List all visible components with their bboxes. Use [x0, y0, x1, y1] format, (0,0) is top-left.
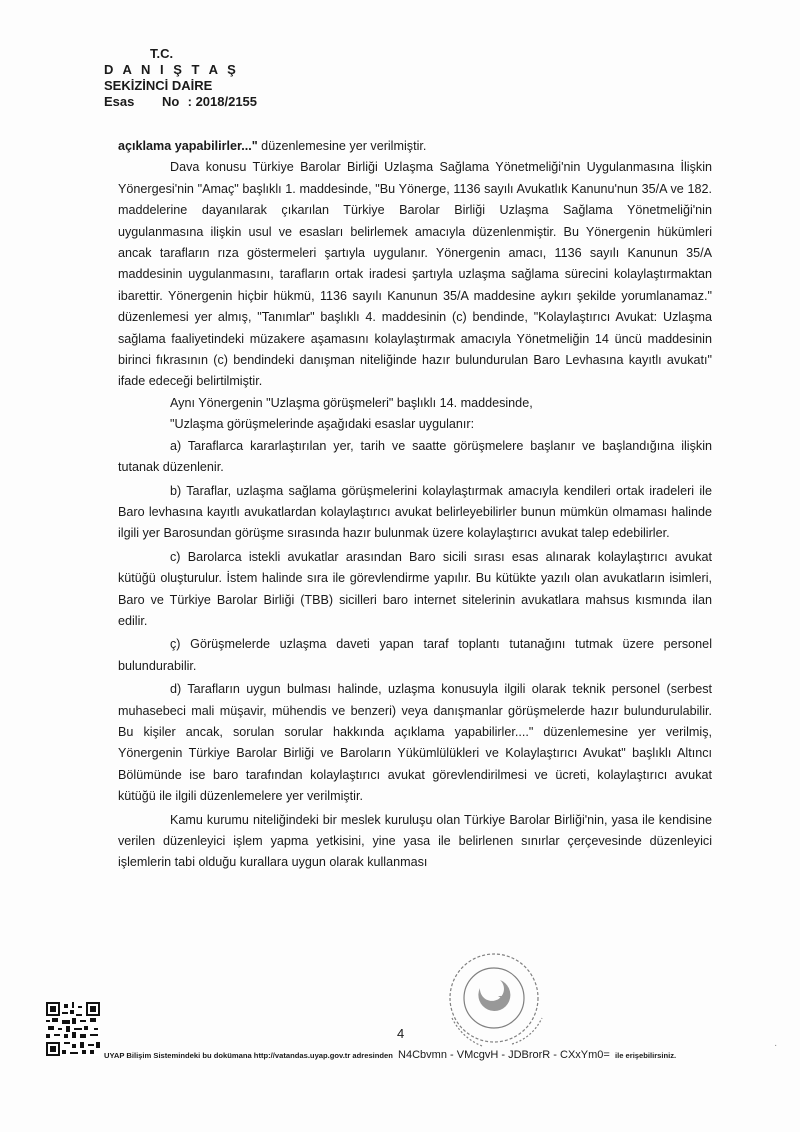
paragraph-item-b: b) Taraflar, uzlaşma sağlama görüşmelerini kolaylaştırmak amacıyla kendileri ortak iradeleri ile Baro levhasına kayıtlı avukatlardan kolaylaştırıcı avukat belirleyebilirler bunun mümkün olmaması halinde ilgili yer Barosundan görüşme sırasında hazır bulunmak üzere kolaylaştırıcı avukat talep edebilirler.	[118, 483, 712, 541]
paragraph-quote-start: "Uzlaşma görüşmelerinde aşağıdaki esaslar uygulanır:	[170, 417, 475, 432]
footer-text-suffix: ile erişebilirsiniz.	[614, 1051, 677, 1060]
document-header	[104, 46, 257, 110]
continued-text: düzenlemesine yer verilmiştir.	[257, 139, 427, 153]
uyap-footer	[104, 1049, 676, 1061]
document-body	[118, 136, 712, 874]
chamber-name: SEKİZİNCİ DAİRE	[104, 78, 213, 93]
paragraph-item-d: d) Tarafların uygun bulması halinde, uzlaşma konusuyla ilgili olarak teknik personel (serbest muhasebeci mali müşavir, mühendis ve benzeri) veya danışmanlar görüşmelerde hazır bulundurulabilir. Bu kişiler ancak, sorulan sorular hakkında açıklama yapabilirler...." düzenlemesine yer verilmiş, Yönergenin Türkiye Barolar Birliği ve Baroların Yükümlülükleri ve Kolaylaştırıcı Avukat" başlıklı Altıncı Bölümünde ise baro tarafından kolaylaştırıcı avukat görevlendirilmesi ve ücreti, kolaylaştırıcı avukat kütüğü ile ilgili düzenlemelere yer verilmiştir.	[118, 682, 712, 804]
case-label: Esas	[104, 94, 135, 109]
paragraph-directive-purpose: Dava konusu Türkiye Barolar Birliği Uzlaşma Sağlama Yönetmeliği'nin Uygulanmasına İlişkin Yönergesi'nin "Amaç" başlıklı 1. maddesinde, "Bu Yönerge, 1136 sayılı Avukatlık Kanunu'nun 35/A ve 182. maddelerine dayanılarak çıkarılan Türkiye Barolar Birliği Uzlaşma Sağlama Yönetmeliği'nin uygulanmasına ilişkin usul ve esasları belirlemek amacıyla düzenlenmiştir. Bu Yönergenin hükümleri ancak tarafların rıza göstermeleri şartıyla uygulanır. Yönergenin amacı, 1136 sayılı Kanunun 35/A maddesinin uygulanmasını, tarafların ortak iradesi şartıyla uzlaşma sağlama sürecini kolaylaştırmaktan ibarettir. Yönergenin hiçbir hükmü, 1136 sayılı Kanunun 35/A maddesine aykırı şekilde yorumlanamaz." düzenlemesi yer almış, "Tanımlar" başlıklı 4. maddesinin (c) bendinde, "Kolaylaştırıcı Avukat: Uzlaşma sağlama faaliyetindeki müzakere aşamasını kolaylaştırmak amacıyla Yönetmeliğin 14 üncü maddesinin birinci fıkrasının (c) bendindeki danışman niteliğinde hazır bulundurulan Baro Levhasına kayıtlı avukatı" ifade edeceği belirtilmiştir.	[118, 160, 712, 389]
case-no-label: No	[162, 94, 180, 109]
court-seal-stamp	[432, 948, 552, 1058]
case-no-value: : 2018/2155	[187, 94, 258, 109]
paragraph-article-14-intro: Aynı Yönergenin "Uzlaşma görüşmeleri" başlıklı 14. maddesinde,	[170, 395, 533, 410]
continued-bold-text: açıklama yapabilirler..."	[118, 139, 258, 153]
paragraph-item-cc: ç) Görüşmelerde uzlaşma daveti yapan taraf toplantı tutanağını tutmak üzere personel bulundurabilir.	[118, 637, 712, 673]
qr-code	[46, 1002, 100, 1056]
paragraph-item-c: c) Barolarca istekli avukatlar arasından Baro sicili sırası esas alınarak kolaylaştırıcı avukat kütüğü oluşturulur. İstem halinde sıra ile görevlendirme yapılır. Bu kütükte yazılı olan avukatların isimleri, Baro ve Türkiye Barolar Birliği (TBB) sicilleri baro internet sitelerinin avukatlara mahsus kısmında ilan edilir.	[118, 549, 712, 628]
paragraph-continued	[118, 136, 712, 157]
court-name: D A N I Ş T A Ş	[104, 62, 239, 77]
paragraph-conclusion: Kamu kurumu niteliğindeki bir meslek kuruluşu olan Türkiye Barolar Birliği'nin, yasa ile kendisine verilen düzenleyici işlem yapma yetkisini, yine yasa ile belirlenen sınırlar çerçevesinde düzenleyici işlemlerin tabi olduğu kurallara uygun olarak kullanması	[118, 812, 712, 870]
paragraph-item-a: a) Taraflarca kararlaştırılan yer, tarih ve saatte görüşmelere başlanır ve başlandığına ilişkin tutanak düzenlenir.	[118, 438, 712, 475]
document-access-code: N4Cbvmn - VMcgvH - JDBrorR - CXxYm0=	[398, 1049, 610, 1061]
case-number	[104, 94, 257, 110]
page-number: 4	[397, 1026, 405, 1041]
scan-edge-mark: ·	[774, 1040, 778, 1051]
country-label: T.C.	[150, 46, 174, 61]
footer-text-prefix: UYAP Bilişim Sistemindeki bu dokümana http://vatandas.uyap.gov.tr adresinden	[104, 1051, 393, 1060]
